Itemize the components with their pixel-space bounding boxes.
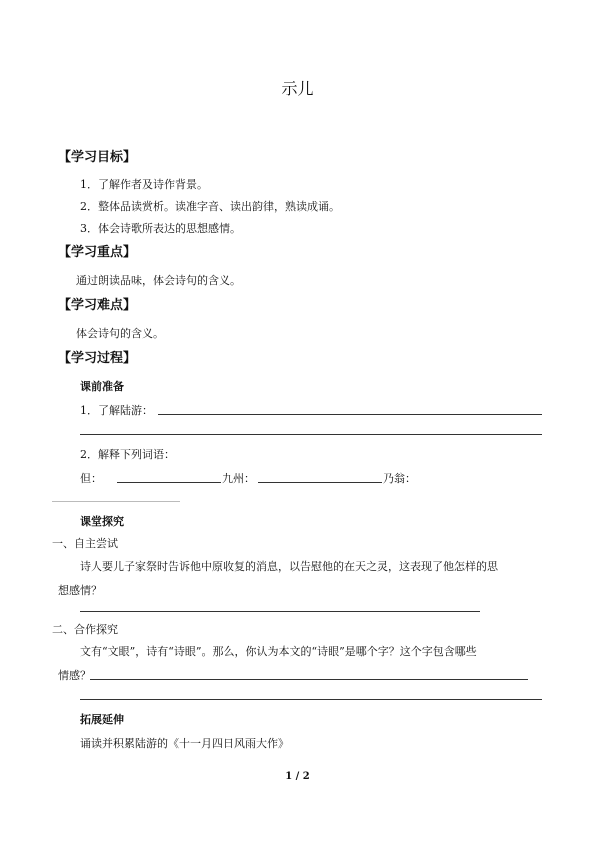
answer-line-part2-2[interactable]: [80, 699, 542, 700]
difficulties-text: 体会诗句的含义。: [76, 327, 164, 340]
prep-question-1: 1．了解陆游：: [80, 404, 153, 417]
answer-line-jiuzhou[interactable]: [258, 482, 382, 483]
objective-item-3: 3．体会诗歌所表达的思想感情。: [80, 222, 241, 235]
answer-line-part1[interactable]: [80, 611, 480, 612]
key-points-heading: 【学习重点】: [58, 245, 137, 260]
explore-part1-question-line2: 想感情？: [58, 584, 102, 597]
term-dan: 但：: [80, 472, 102, 485]
page-number: 1 / 2: [285, 771, 310, 782]
objective-item-1: 1．了解作者及诗作背景。: [80, 178, 208, 191]
difficulties-heading: 【学习难点】: [58, 298, 137, 313]
answer-line-naiweng[interactable]: [52, 501, 180, 502]
explore-part2-question-line1: 文有“文眼”，诗有“诗眼”。那么，你认为本文的“诗眼”是哪个字？这个字包含哪些: [80, 645, 477, 658]
explore-part2-question-line2: 情感？: [58, 669, 91, 682]
term-jiuzhou: 九州：: [222, 472, 255, 485]
extension-text: 诵读并积累陆游的《十一月四日风雨大作》: [80, 737, 289, 750]
answer-line-lu-you-2[interactable]: [80, 434, 542, 435]
prep-heading: 课前准备: [80, 380, 124, 393]
explore-part2-label: 二、合作探究: [52, 623, 118, 636]
process-heading: 【学习过程】: [58, 351, 137, 366]
prep-question-2: 2．解释下列词语：: [80, 448, 175, 461]
page-title: 示儿: [281, 79, 314, 98]
objectives-heading: 【学习目标】: [58, 150, 137, 165]
explore-part1-label: 一、自主尝试: [52, 537, 118, 550]
answer-line-lu-you[interactable]: [158, 414, 542, 415]
answer-line-part2[interactable]: [90, 679, 528, 680]
objective-item-2: 2．整体品读赏析。读准字音、读出韵律，熟读成诵。: [80, 200, 340, 213]
extension-heading: 拓展延伸: [80, 713, 124, 726]
key-points-text: 通过朗读品味，体会诗句的含义。: [76, 274, 241, 287]
term-naiweng: 乃翁：: [383, 472, 416, 485]
explore-part1-question-line1: 诗人要儿子家祭时告诉他中原收复的消息，以告慰他的在天之灵，这表现了他怎样的思: [80, 560, 498, 573]
explore-heading: 课堂探究: [80, 515, 124, 528]
answer-line-dan[interactable]: [117, 482, 221, 483]
